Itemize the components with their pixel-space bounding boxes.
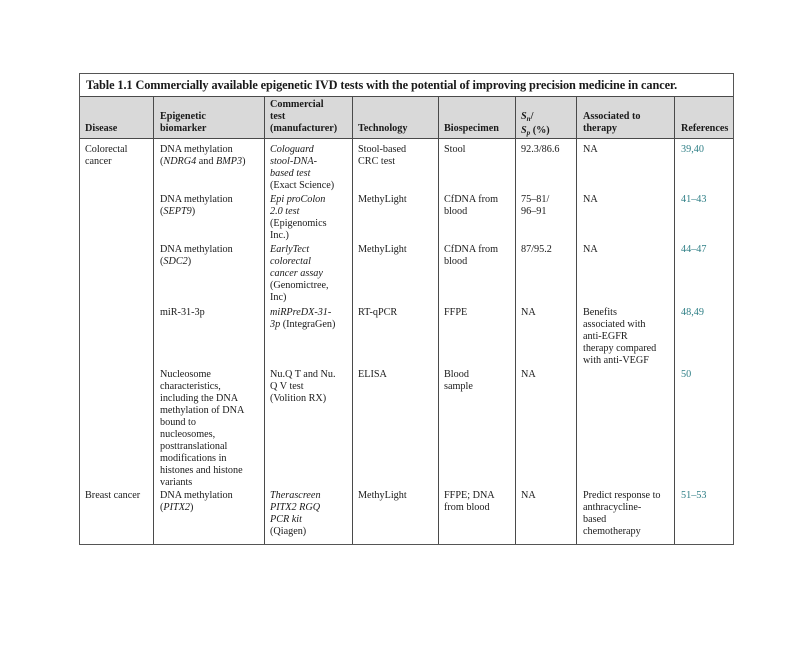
cell-references-link[interactable]: 41–43 bbox=[681, 194, 707, 205]
cell-biomarker: DNA methylation (SDC2) bbox=[160, 244, 233, 267]
cell-biomarker: DNA methylation (NDRG4 and BMP3) bbox=[160, 144, 246, 167]
cell-commercial-test: miRPreDX-31- 3p (IntegraGen) bbox=[270, 307, 336, 330]
cell-biospecimen: CfDNA from blood bbox=[444, 194, 499, 217]
header-references: References bbox=[681, 123, 729, 134]
cell-sens-spec: NA bbox=[521, 369, 536, 380]
cell-biomarker: DNA methylation (PITX2) bbox=[160, 490, 233, 513]
cell-therapy: Benefits associated with anti-EGFR therapy compared with anti-VEGF bbox=[583, 307, 657, 366]
column-divider bbox=[153, 96, 154, 544]
cell-technology: MethyLight bbox=[358, 490, 407, 501]
cell-technology: MethyLight bbox=[358, 244, 407, 255]
cell-technology: Stool-based CRC test bbox=[358, 144, 407, 167]
cell-references-link[interactable]: 44–47 bbox=[681, 244, 707, 255]
cell-references-link[interactable]: 48,49 bbox=[681, 307, 704, 318]
cell-commercial-test: Cologuard stool-DNA- based test (Exact Science) bbox=[270, 144, 335, 191]
cell-technology: RT-qPCR bbox=[358, 307, 398, 318]
column-divider bbox=[264, 96, 265, 544]
header-bottom-rule bbox=[80, 138, 733, 139]
header-disease: Disease bbox=[85, 123, 118, 134]
cell-references-link[interactable]: 51–53 bbox=[681, 490, 707, 501]
cell-therapy: Predict response to anthracycline- based chemotherapy bbox=[583, 490, 661, 537]
cell-commercial-test: EarlyTect colorectal cancer assay (Genomictree, Inc) bbox=[270, 244, 329, 303]
column-divider bbox=[352, 96, 353, 544]
header-sensitivity-specificity: $S_n/$ $S_p$ (%) bbox=[521, 111, 550, 137]
header-technology: Technology bbox=[358, 123, 408, 134]
header-commercial-test: Commercial test (manufacturer) bbox=[270, 99, 338, 134]
cell-biospecimen: Blood sample bbox=[444, 369, 473, 392]
header-associated-therapy: Associated to therapy bbox=[583, 111, 641, 134]
cell-sens-spec: NA bbox=[521, 490, 536, 501]
cell-biospecimen: Stool bbox=[444, 144, 466, 155]
cell-technology: ELISA bbox=[358, 369, 387, 380]
cell-references-link[interactable]: 50 bbox=[681, 369, 692, 380]
header-biomarker: Epigenetic biomarker bbox=[160, 111, 207, 134]
column-divider bbox=[438, 96, 439, 544]
cell-technology: MethyLight bbox=[358, 194, 407, 205]
cell-disease: Colorectal cancer bbox=[85, 144, 128, 167]
cell-therapy: NA bbox=[583, 244, 598, 255]
cell-sens-spec: 92.3/86.6 bbox=[521, 144, 560, 155]
cell-sens-spec: 87/95.2 bbox=[521, 244, 552, 255]
table-caption: Table 1.1 Commercially available epigenetic IVD tests with the potential of improving precision medicine in cancer. bbox=[86, 78, 678, 92]
cell-sens-spec: 75–81/ 96–91 bbox=[521, 194, 550, 217]
cell-biospecimen: FFPE bbox=[444, 307, 468, 318]
cell-disease: Breast cancer bbox=[85, 490, 141, 501]
header-top-rule bbox=[80, 96, 733, 97]
cell-biomarker: miR-31-3p bbox=[160, 307, 205, 318]
cell-commercial-test: Therascreen PITX2 RGQ PCR kit (Qiagen) bbox=[270, 490, 321, 537]
cell-sens-spec: NA bbox=[521, 307, 536, 318]
column-divider bbox=[515, 96, 516, 544]
column-divider bbox=[674, 96, 675, 544]
cell-biomarker: Nucleosome characteristics, including the DNA methylation of DNA bound to nucleosomes, posttranslational modifications in histones and histone variants bbox=[160, 369, 245, 488]
cell-therapy: NA bbox=[583, 194, 598, 205]
cell-therapy: NA bbox=[583, 144, 598, 155]
cell-commercial-test: Epi proColon 2.0 test (Epigenomics Inc.) bbox=[270, 194, 327, 241]
header-biospecimen: Biospecimen bbox=[444, 123, 499, 134]
cell-biomarker: DNA methylation (SEPT9) bbox=[160, 194, 233, 217]
cell-biospecimen: FFPE; DNA from blood bbox=[444, 490, 495, 513]
cell-references-link[interactable]: 39,40 bbox=[681, 144, 704, 155]
column-divider bbox=[576, 96, 577, 544]
cell-biospecimen: CfDNA from blood bbox=[444, 244, 499, 267]
cell-commercial-test: Nu.Q T and Nu. Q V test (Volition RX) bbox=[270, 369, 336, 404]
